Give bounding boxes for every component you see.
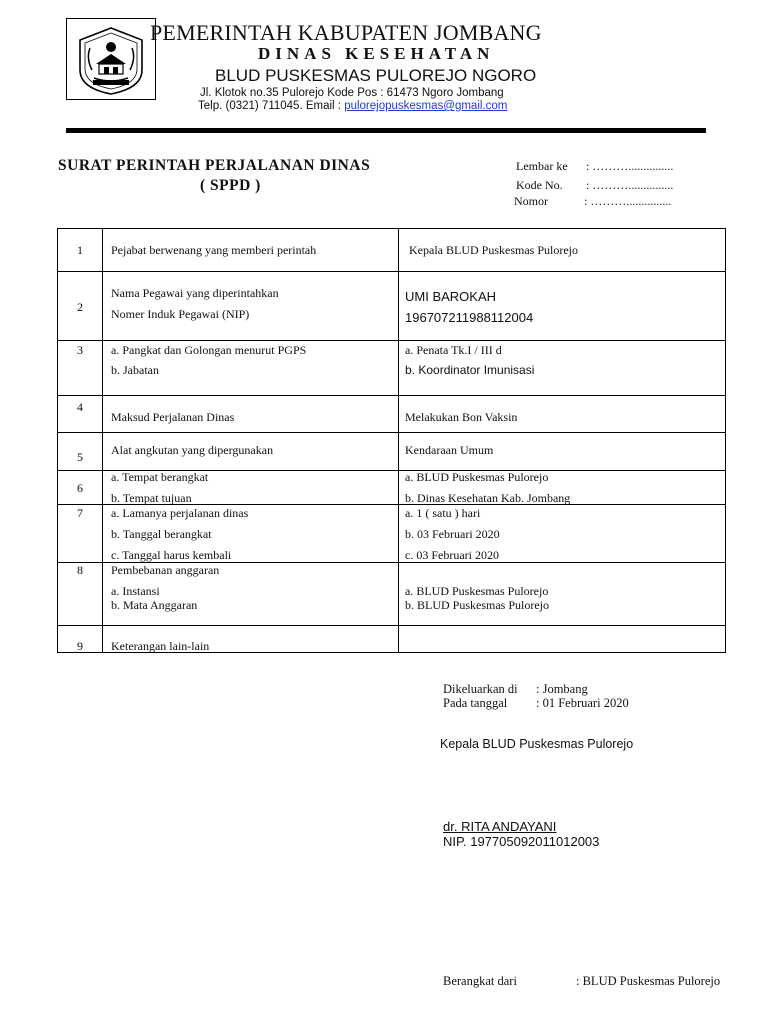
- signatory-name: dr. RITA ANDAYANI: [443, 819, 557, 834]
- row-label: Keterangan lain-lain: [111, 639, 210, 653]
- row-divider: [58, 271, 725, 272]
- row-label: Nama Pegawai yang diperintahkan: [111, 286, 279, 300]
- row-value: b. 03 Februari 2020: [405, 527, 500, 541]
- organization-name: BLUD PUSKESMAS PULOREJO NGORO: [215, 66, 537, 85]
- row-label: Pembebanan anggaran: [111, 563, 220, 577]
- row-number: 6: [77, 481, 83, 495]
- departure-label: Berangkat dari: [443, 974, 517, 988]
- meta-code-number: [516, 178, 673, 193]
- departure-line: [443, 974, 720, 989]
- issued-date: [443, 696, 629, 711]
- row-divider: [58, 432, 725, 433]
- phone-text: Telp. (0321) 711045. Email :: [198, 100, 345, 112]
- letterhead-divider: [66, 128, 706, 133]
- signatory-nip: NIP. 197705092011012003: [443, 834, 600, 849]
- row-value: Melakukan Bon Vaksin: [405, 410, 518, 424]
- row-label: Nomer Induk Pegawai (NIP): [111, 307, 250, 321]
- address-line: Jl. Klotok no.35 Pulorejo Kode Pos : 61473 Ngoro Jombang: [200, 87, 504, 99]
- row-label: Alat angkutan yang dipergunakan: [111, 443, 274, 457]
- row-number: 7: [77, 506, 83, 520]
- column-divider: [102, 229, 103, 652]
- meta-value: : ………...............: [584, 194, 672, 208]
- row-divider: [58, 395, 725, 396]
- employee-name: UMI BAROKAH: [405, 289, 497, 304]
- row-label: a. Pangkat dan Golongan menurut PGPS: [111, 343, 307, 357]
- row-number: 2: [77, 300, 83, 314]
- meta-value: : ………...............: [586, 159, 674, 173]
- row-value: Kepala BLUD Puskesmas Pulorejo: [409, 243, 578, 257]
- employee-nip: 196707211988112004: [405, 310, 534, 325]
- row-value: b. Koordinator Imunisasi: [405, 363, 535, 377]
- government-name: PEMERINTAH KABUPATEN JOMBANG: [150, 20, 542, 45]
- row-value: b. Dinas Kesehatan Kab. Jombang: [405, 491, 571, 505]
- row-value: a. 1 ( satu ) hari: [405, 506, 481, 520]
- row-label: b. Tanggal berangkat: [111, 527, 212, 541]
- row-divider: [58, 340, 725, 341]
- row-number: 3: [77, 343, 83, 357]
- column-divider: [398, 229, 399, 652]
- row-label: b. Jabatan: [111, 363, 159, 377]
- row-number: 8: [77, 563, 83, 577]
- row-value: a. BLUD Puskesmas Pulorejo: [405, 470, 549, 484]
- meta-reference-number: [514, 194, 671, 209]
- row-value: Kendaraan Umum: [405, 443, 494, 457]
- meta-value: : ………...............: [586, 178, 674, 192]
- row-divider: [58, 625, 725, 626]
- issued-place: [443, 682, 588, 697]
- row-label: a. Lamanya perjalanan dinas: [111, 506, 249, 520]
- meta-sheet-number: [516, 159, 673, 174]
- row-label: c. Tanggal harus kembali: [111, 548, 232, 562]
- regency-emblem-logo: [66, 18, 156, 100]
- row-number: 9: [77, 639, 83, 653]
- meta-label: Nomor: [514, 194, 548, 208]
- row-label: b. Tempat tujuan: [111, 491, 192, 505]
- document-title: SURAT PERINTAH PERJALANAN DINAS: [58, 157, 371, 174]
- issued-place-label: Dikeluarkan di: [443, 682, 518, 696]
- document-abbreviation: ( SPPD ): [200, 177, 261, 194]
- row-number: 5: [77, 450, 83, 464]
- row-label: a. Instansi: [111, 584, 160, 598]
- row-number: 4: [77, 400, 83, 414]
- row-number: 1: [77, 243, 83, 257]
- meta-label: Lembar ke: [516, 159, 568, 173]
- issued-place-value: : Jombang: [536, 682, 588, 696]
- sppd-table: [57, 228, 726, 653]
- row-value: c. 03 Februari 2020: [405, 548, 499, 562]
- signatory-position: Kepala BLUD Puskesmas Pulorejo: [440, 737, 634, 751]
- row-label: Maksud Perjalanan Dinas: [111, 410, 235, 424]
- row-value: a. BLUD Puskesmas Pulorejo: [405, 584, 549, 598]
- row-label: a. Tempat berangkat: [111, 470, 209, 484]
- row-label: Pejabat berwenang yang memberi perintah: [111, 243, 317, 257]
- departure-value: : BLUD Puskesmas Pulorejo: [576, 974, 721, 988]
- issued-date-label: Pada tanggal: [443, 696, 508, 710]
- row-value: b. BLUD Puskesmas Pulorejo: [405, 598, 549, 612]
- issued-date-value: : 01 Februari 2020: [536, 696, 629, 710]
- row-label: b. Mata Anggaran: [111, 598, 198, 612]
- contact-line: [198, 100, 507, 112]
- meta-label: Kode No.: [516, 178, 563, 192]
- row-value: a. Penata Tk.I / III d: [405, 343, 502, 357]
- email-link[interactable]: pulorejopuskesmas@gmail.com: [344, 100, 508, 112]
- department-name: DINAS KESEHATAN: [258, 44, 495, 63]
